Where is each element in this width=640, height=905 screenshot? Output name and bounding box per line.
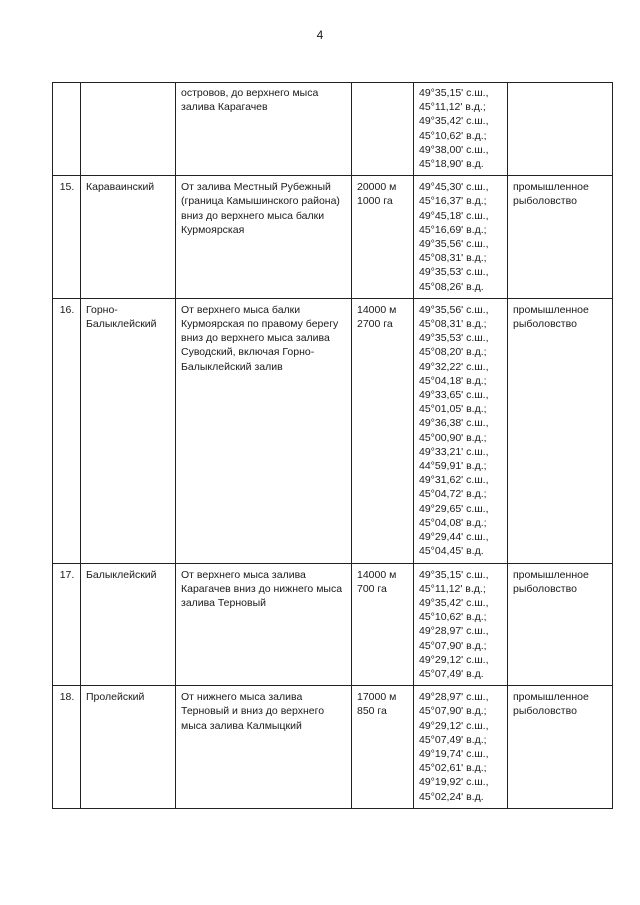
usage-type: промышленное рыболовство bbox=[508, 563, 613, 686]
coordinate-line: 45°16,37' в.д.; bbox=[419, 195, 487, 208]
coordinate-line: 45°08,26' в.д. bbox=[419, 280, 484, 293]
coordinate-line: 49°19,92' с.ш., bbox=[419, 776, 489, 789]
coordinate-line: 45°02,61' в.д.; bbox=[419, 762, 487, 775]
row-number: 15. bbox=[53, 176, 81, 299]
area-name bbox=[81, 83, 176, 176]
coordinate-line: 49°35,15' с.ш., bbox=[419, 568, 489, 581]
area-name: Горно-Балыклейский bbox=[81, 298, 176, 563]
area-size bbox=[352, 686, 414, 809]
coordinate-line: 45°07,90' в.д.; bbox=[419, 639, 487, 652]
page-number: 4 bbox=[316, 28, 324, 42]
coordinate-line: 45°16,69' в.д.; bbox=[419, 223, 487, 236]
area-size-text: 14000 м 700 га bbox=[357, 568, 397, 595]
usage-type: промышленное рыболовство bbox=[508, 686, 613, 809]
coordinate-line: 49°32,22' с.ш., bbox=[419, 360, 489, 373]
area-size bbox=[352, 563, 414, 686]
coordinate-line: 49°35,15' с.ш., bbox=[419, 87, 489, 99]
coordinate-line: 45°04,08' в.д.; bbox=[419, 516, 487, 529]
fishing-areas-table bbox=[52, 82, 613, 809]
coordinate-line: 49°33,65' с.ш., bbox=[419, 389, 489, 402]
table-row bbox=[53, 176, 613, 299]
area-name: Балыклейский bbox=[81, 563, 176, 686]
coordinate-line: 45°07,49' в.д. bbox=[419, 667, 484, 680]
table-row bbox=[53, 686, 613, 809]
coordinate-line: 45°08,20' в.д.; bbox=[419, 346, 487, 359]
area-description: От верхнего мыса залива Карагачев вниз до нижнего мыса залива Терновый bbox=[176, 563, 352, 686]
coordinate-line: 49°45,30' с.ш., bbox=[419, 181, 489, 194]
coordinate-line: 45°08,31' в.д.; bbox=[419, 318, 487, 331]
table-row bbox=[53, 298, 613, 563]
coordinate-line: 45°11,12' в.д.; bbox=[419, 582, 486, 595]
area-description: От залива Местный Рубежный (граница Камышинского района) вниз до верхнего мыса балки Курмоярская bbox=[176, 176, 352, 299]
coordinate-line: 49°28,97' с.ш., bbox=[419, 625, 489, 638]
row-number: 16. bbox=[53, 298, 81, 563]
coordinates-cell bbox=[414, 176, 508, 299]
coordinate-line: 45°10,62' в.д.; bbox=[419, 129, 487, 142]
coordinate-line: 49°35,56' с.ш., bbox=[419, 238, 489, 251]
area-description: островов, до верхнего мыса залива Карагачев bbox=[176, 83, 352, 176]
coordinate-line: 45°04,72' в.д.; bbox=[419, 488, 487, 501]
coordinate-line: 45°04,45' в.д. bbox=[419, 545, 484, 558]
coordinate-line: 49°35,53' с.ш., bbox=[419, 266, 489, 279]
coordinate-line: 49°29,12' с.ш., bbox=[419, 719, 489, 732]
coordinate-line: 49°38,00' с.ш., bbox=[419, 143, 489, 156]
area-size bbox=[352, 176, 414, 299]
row-number bbox=[53, 83, 81, 176]
area-size bbox=[352, 298, 414, 563]
area-size-text: 20000 м 1000 га bbox=[357, 181, 397, 208]
coordinate-line: 45°08,31' в.д.; bbox=[419, 252, 487, 265]
coordinate-line: 49°35,53' с.ш., bbox=[419, 332, 489, 345]
coordinate-line: 45°11,12' в.д.; bbox=[419, 101, 486, 114]
area-size-text: 17000 м 850 га bbox=[357, 691, 397, 718]
usage-type: промышленное рыболовство bbox=[508, 298, 613, 563]
coordinate-line: 49°29,65' с.ш., bbox=[419, 502, 489, 515]
coordinate-line: 45°07,49' в.д.; bbox=[419, 733, 487, 746]
area-name: Караваинский bbox=[81, 176, 176, 299]
table-row bbox=[53, 83, 613, 176]
coordinate-line: 45°18,90' в.д. bbox=[419, 158, 484, 171]
row-number: 17. bbox=[53, 563, 81, 686]
area-description: От нижнего мыса залива Терновый и вниз до верхнего мыса залива Калмыцкий bbox=[176, 686, 352, 809]
coordinate-line: 49°36,38' с.ш., bbox=[419, 417, 489, 430]
coordinate-line: 49°29,12' с.ш., bbox=[419, 653, 489, 666]
coordinate-line: 49°35,42' с.ш., bbox=[419, 115, 489, 128]
coordinate-line: 45°00,90' в.д.; bbox=[419, 431, 487, 444]
usage-type bbox=[508, 83, 613, 176]
coordinate-line: 49°33,21' с.ш., bbox=[419, 445, 489, 458]
coordinates-cell bbox=[414, 686, 508, 809]
row-number: 18. bbox=[53, 686, 81, 809]
coordinates-cell bbox=[414, 83, 508, 176]
coordinates-cell bbox=[414, 298, 508, 563]
area-description: От верхнего мыса балки Курмоярская по правому берегу вниз до верхнего мыса залива Суводский, включая Горно-Балыклейский залив bbox=[176, 298, 352, 563]
area-size bbox=[352, 83, 414, 176]
area-size-text: 14000 м 2700 га bbox=[357, 303, 397, 331]
coordinate-line: 49°45,18' с.ш., bbox=[419, 209, 489, 222]
coordinate-line: 45°04,18' в.д.; bbox=[419, 374, 487, 387]
coordinate-line: 45°02,24' в.д. bbox=[419, 790, 484, 803]
coordinate-line: 49°28,97' с.ш., bbox=[419, 691, 489, 704]
usage-type: промышленное рыболовство bbox=[508, 176, 613, 299]
coordinate-line: 49°29,44' с.ш., bbox=[419, 531, 489, 544]
coordinate-line: 44°59,91' в.д.; bbox=[419, 460, 487, 473]
coordinate-line: 49°35,42' с.ш., bbox=[419, 596, 489, 609]
table-row bbox=[53, 563, 613, 686]
area-name: Пролейский bbox=[81, 686, 176, 809]
coordinate-line: 45°01,05' в.д.; bbox=[419, 403, 487, 416]
coordinate-line: 49°19,74' с.ш., bbox=[419, 747, 489, 760]
coordinate-line: 49°31,62' с.ш., bbox=[419, 474, 489, 487]
coordinate-line: 45°10,62' в.д.; bbox=[419, 611, 487, 624]
coordinates-cell bbox=[414, 563, 508, 686]
coordinate-line: 45°07,90' в.д.; bbox=[419, 705, 487, 718]
coordinate-line: 49°35,56' с.ш., bbox=[419, 303, 489, 316]
table-body bbox=[53, 83, 613, 809]
